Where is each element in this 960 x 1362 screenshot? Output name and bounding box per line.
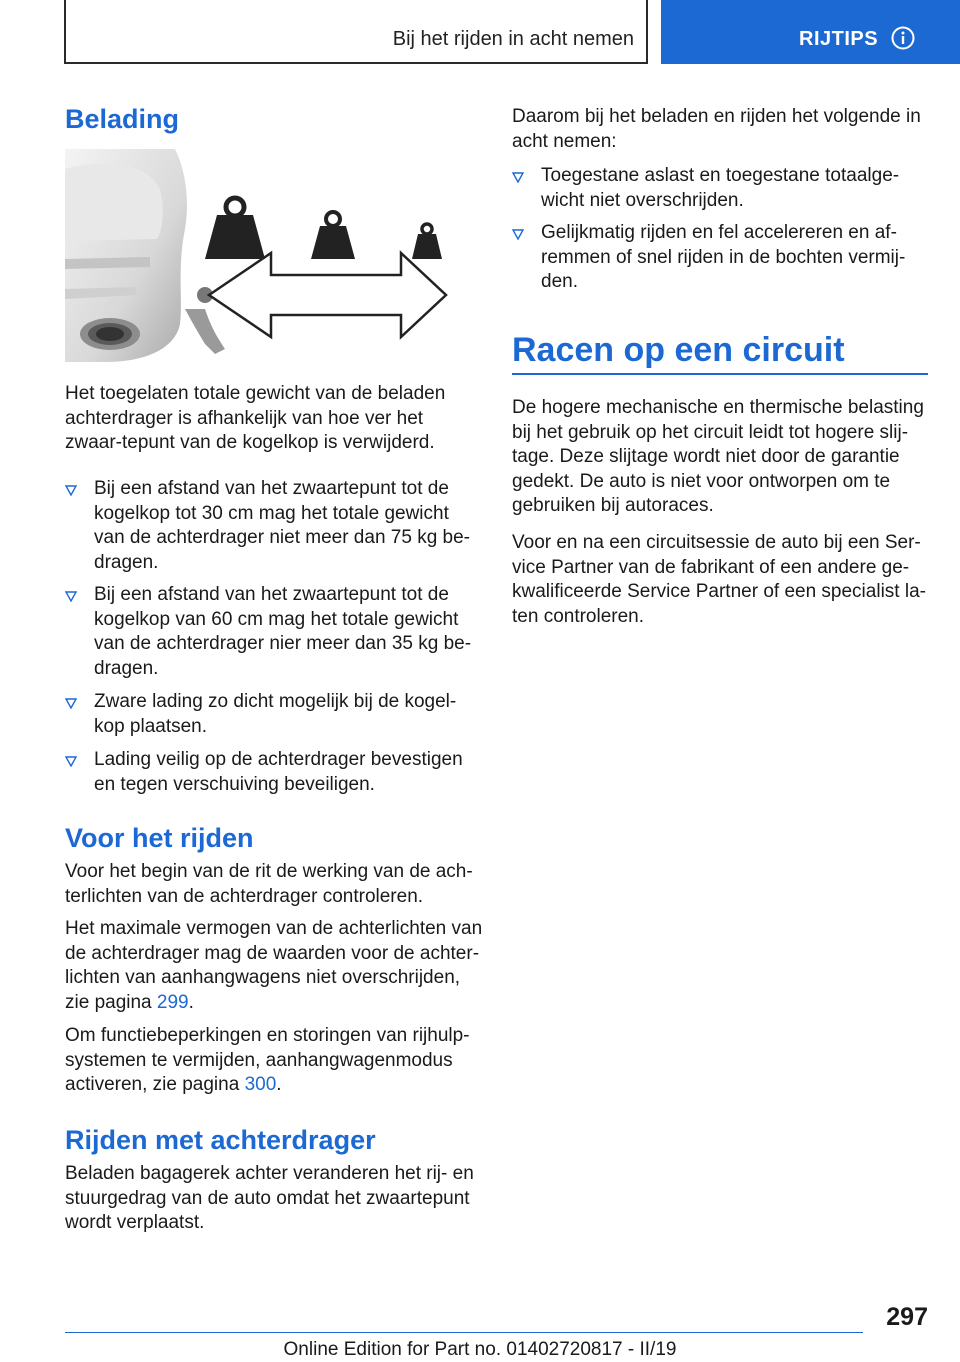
voor-paragraph-3: Om functiebeperkingen en storingen van rijhulp-systemen te vermijden, aanhangwagenmodus activeren, zie pagina 300. xyxy=(65,1025,470,1095)
rijden-paragraph: Beladen bagagerek achter veranderen het rij- en stuurgedrag van de auto omdat het zwaartepunt wordt verplaatst. xyxy=(65,1163,474,1233)
info-circle-icon[interactable] xyxy=(891,26,915,50)
page-number: 297 xyxy=(886,1303,928,1331)
triangle-bullet-icon xyxy=(512,171,524,183)
heading-voor-het-rijden: Voor het rijden xyxy=(65,823,254,853)
page-link-300[interactable]: 300 xyxy=(244,1074,277,1095)
voor-paragraph-2: Het maximale vermogen van de achterlichten van de achterdrager mag de waarden voor de achter-lichten van aanhangwagens niet overschrijden, zie pagina 299. xyxy=(65,918,483,1013)
heading-rijden-met-achterdrager: Rijden met achterdrager xyxy=(65,1125,376,1155)
chapter-title: Bij het rijden in acht nemen xyxy=(392,28,634,50)
list-item: Lading veilig op de achterdrager bevestigen en tegen verschuiving beveiligen. xyxy=(65,748,480,797)
voor-paragraph-1: Voor het begin van de rit de werking van de ach-terlichten van de achterdrager controleren. xyxy=(65,861,473,907)
header-section-tab[interactable] xyxy=(661,0,960,64)
heading-rule xyxy=(512,373,928,375)
header-chapter-box xyxy=(64,0,648,64)
list-item: Zware lading zo dicht mogelijk bij de kogel-kop plaatsen. xyxy=(65,690,480,739)
racen-paragraph-1: De hogere mechanische en thermische belasting bij het gebruik op het circuit leidt tot hogere slij-tage. Deze slijtage wordt niet door de garantie gedekt. De auto is niet voor ontworpen om te gebruiken bij autoraces. xyxy=(512,397,924,516)
triangle-bullet-icon xyxy=(65,590,77,602)
list-item: Gelijkmatig rijden en fel accelereren en af-remmen of snel rijden in de bochten vermij-den. xyxy=(512,221,930,295)
heading-racen-op-een-circuit: Racen op een circuit xyxy=(512,331,845,369)
racen-paragraph-2: Voor en na een circuitsessie de auto bij een Ser-vice Partner van de fabrikant of een andere ge-kwalificeerde Service Partner of een specialist la-ten controleren. xyxy=(512,532,926,627)
heading-belading: Belading xyxy=(65,104,180,134)
triangle-bullet-icon xyxy=(65,484,77,496)
right-intro: Daarom bij het beladen en rijden het volgende in acht nemen: xyxy=(512,106,921,152)
footer-rule xyxy=(65,1332,863,1333)
triangle-bullet-icon xyxy=(65,755,77,767)
page-link-299[interactable]: 299 xyxy=(156,991,189,1013)
belading-intro: Het toegelaten totale gewicht van de beladen achterdrager is afhankelijk van hoe ver het zwaar-tepunt van de kogelkop is verwijderd. xyxy=(65,383,446,453)
triangle-bullet-icon xyxy=(512,228,524,240)
section-title: RIJTIPS xyxy=(799,28,879,50)
list-item: Bij een afstand van het zwaartepunt tot de kogelkop tot 30 cm mag het totale gewicht van de achterdrager niet meer dan 75 kg be-dragen. xyxy=(65,477,480,575)
towbar-load-illustration xyxy=(65,149,475,362)
triangle-bullet-icon xyxy=(65,697,77,709)
list-item: Bij een afstand van het zwaartepunt tot de kogelkop van 60 cm mag het totale gewicht van de achterdrager nier meer dan 35 kg be-dragen. xyxy=(65,583,480,681)
list-item: Toegestane aslast en toegestane totaalge-wicht niet overschrijden. xyxy=(512,164,930,213)
edition-info: Online Edition for Part no. 01402720817 - II/19 xyxy=(283,1339,677,1360)
